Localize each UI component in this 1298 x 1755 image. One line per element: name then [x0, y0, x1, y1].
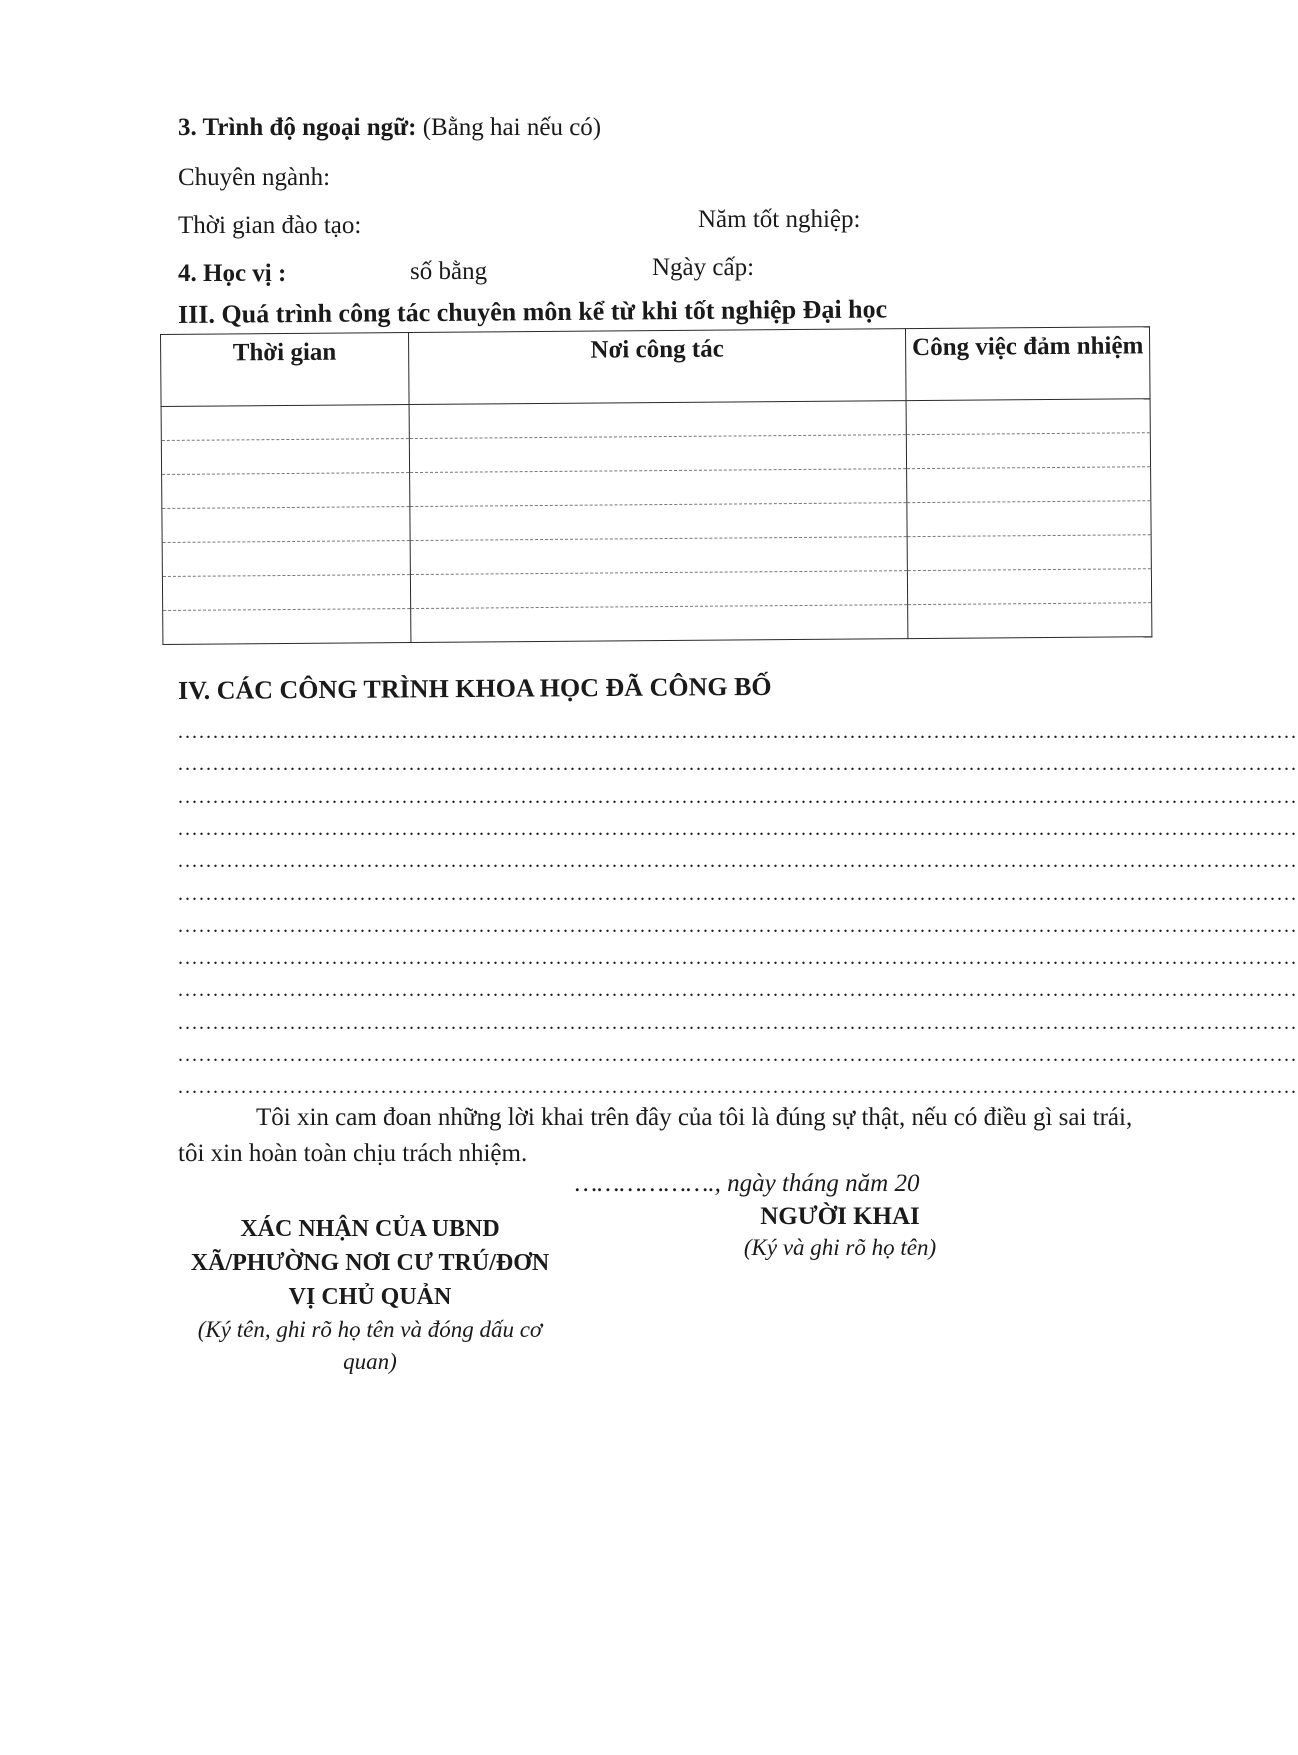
dotted-line[interactable]: ................................................................................................................................................................ [178, 817, 1298, 840]
date-line: ………………., ngày tháng năm 20 [575, 1170, 920, 1197]
degree-number-label: số bằng [410, 258, 488, 285]
dotted-line[interactable]: ................................................................................................................................................................ [178, 850, 1298, 873]
column-header-time: Thời gian [161, 333, 409, 407]
dotted-line[interactable]: ................................................................................................................................................................ [178, 914, 1298, 937]
section-iv-title: IV. CÁC CÔNG TRÌNH KHOA HỌC ĐÃ CÔNG BỐ [178, 671, 772, 705]
table-cell[interactable] [410, 537, 908, 575]
section-iii-title: III. Quá trình công tác chuyên môn kể từ khi tốt nghiệp Đại học [178, 294, 888, 329]
academic-degree-label [178, 260, 286, 288]
table-cell[interactable] [906, 399, 1150, 435]
dotted-line[interactable]: ................................................................................................................................................................ [178, 1011, 1298, 1034]
declarant-signature-block [680, 1203, 1000, 1261]
issue-date-label: Ngày cấp: [652, 254, 755, 281]
table-cell[interactable] [162, 507, 410, 543]
confirmation-signature-block [190, 1212, 550, 1378]
declaration-text: Tôi xin cam đoan những lời khai trên đây của tôi là đúng sự thật, nếu có điều gì sai trái, tôi xin hoàn toàn chịu trách nhiệm. [178, 1104, 1133, 1167]
graduation-year-label: Năm tốt nghiệp: [698, 206, 861, 233]
table-cell[interactable] [162, 473, 410, 509]
table-cell[interactable] [161, 405, 409, 441]
confirmation-note: (Ký tên, ghi rõ họ tên và đóng dấu cơ quan) [197, 1317, 543, 1374]
table-cell[interactable] [162, 575, 410, 611]
table-cell[interactable] [161, 439, 409, 475]
table-cell[interactable] [409, 469, 907, 507]
table-header-row [161, 327, 1151, 407]
table-cell[interactable] [409, 401, 907, 439]
table-cell[interactable] [410, 605, 908, 643]
work-history-table [160, 326, 1152, 645]
table-cell[interactable] [907, 535, 1151, 571]
confirmation-title: XÁC NHẬN CỦA UBND XÃ/PHƯỜNG NƠI CƯ TRÚ/ĐƠN VỊ CHỦ QUẢN [190, 1216, 550, 1310]
dotted-line[interactable]: ................................................................................................................................................................ [178, 753, 1298, 776]
dotted-line[interactable]: ................................................................................................................................................................ [178, 785, 1298, 808]
table-row [163, 603, 1152, 645]
foreign-language-label: 3. Trình độ ngoại ngữ: [178, 114, 417, 141]
major-label: Chuyên ngành: [178, 164, 331, 191]
table-cell[interactable] [410, 503, 908, 541]
dotted-line[interactable]: ................................................................................................................................................................ [178, 721, 1298, 743]
table-cell[interactable] [410, 571, 908, 609]
table-cell[interactable] [907, 467, 1151, 503]
dotted-line[interactable]: ................................................................................................................................................................ [178, 979, 1298, 1002]
column-header-workplace: Nơi công tác [408, 329, 906, 405]
table-cell[interactable] [907, 433, 1151, 469]
dotted-line[interactable]: ................................................................................................................................................................ [178, 1076, 1298, 1099]
training-time-label: Thời gian đào tạo: [178, 212, 362, 239]
dotted-line[interactable]: ................................................................................................................................................................ [178, 882, 1298, 905]
academic-degree-label-text: 4. Học vị : [178, 260, 287, 287]
table-cell[interactable] [162, 541, 410, 577]
table-cell[interactable] [409, 435, 907, 473]
column-header-duty: Công việc đảm nhiệm [906, 327, 1150, 401]
dotted-line[interactable]: ................................................................................................................................................................ [178, 1044, 1298, 1066]
foreign-language-line [178, 114, 601, 142]
table-cell[interactable] [163, 609, 411, 645]
foreign-language-note: (Bằng hai nếu có) [422, 114, 602, 141]
declarant-note: (Ký và ghi rõ họ tên) [743, 1235, 937, 1260]
table-cell[interactable] [908, 603, 1152, 639]
dotted-line[interactable]: ................................................................................................................................................................ [178, 947, 1298, 970]
table-cell[interactable] [908, 569, 1152, 605]
declarant-title: NGƯỜI KHAI [760, 1203, 920, 1230]
table-cell[interactable] [907, 501, 1151, 537]
